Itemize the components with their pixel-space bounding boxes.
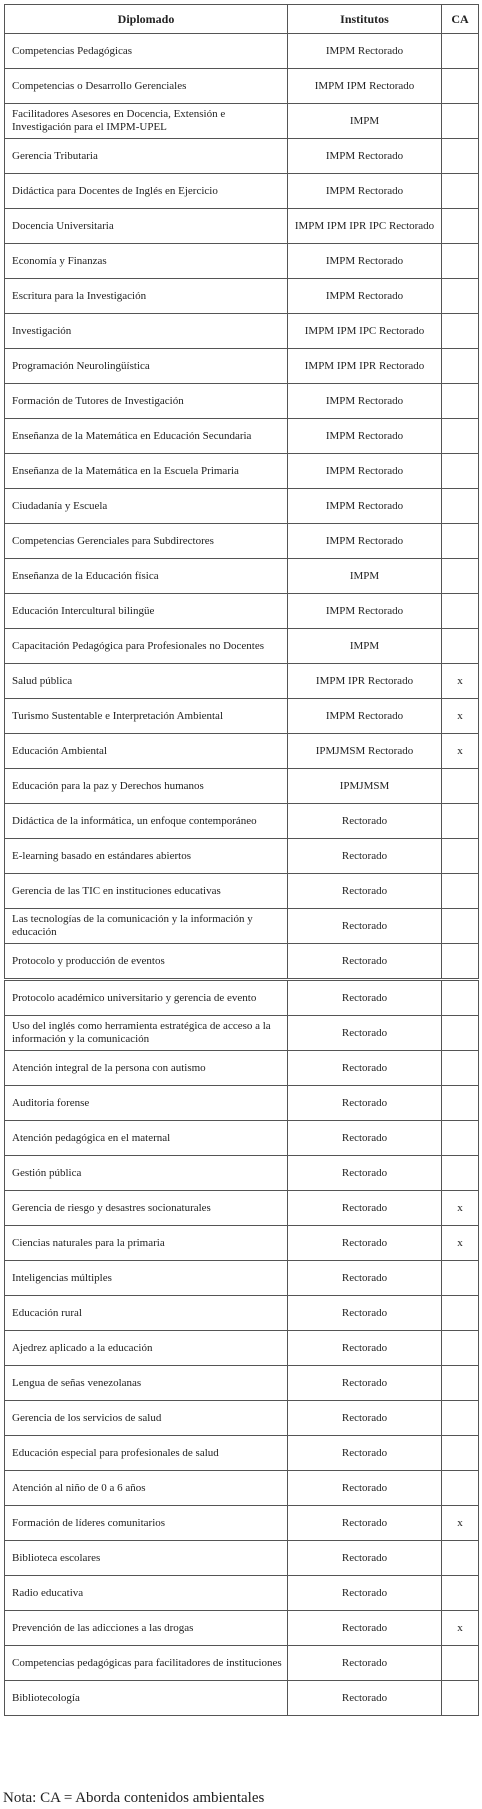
ca-cell: [442, 419, 479, 454]
institutos-cell: Rectorado: [288, 1191, 442, 1226]
institutos-cell: Rectorado: [288, 1611, 442, 1646]
ca-cell: [442, 1366, 479, 1401]
diplomado-cell: Enseñanza de la Matemática en la Escuela Primaria: [5, 454, 288, 489]
ca-cell: x: [442, 1611, 479, 1646]
diplomado-cell: Bibliotecología: [5, 1681, 288, 1716]
diplomado-cell: Capacitación Pedagógica para Profesionales no Docentes: [5, 629, 288, 664]
diplomado-cell: Lengua de señas venezolanas: [5, 1366, 288, 1401]
table-row: [5, 1471, 479, 1506]
institutos-cell: IMPM IPM IPR Rectorado: [288, 349, 442, 384]
table-row: [5, 1401, 479, 1436]
diplomado-cell: Inteligencias múltiples: [5, 1261, 288, 1296]
ca-cell: x: [442, 699, 479, 734]
table-row: [5, 1681, 479, 1716]
institutos-cell: Rectorado: [288, 980, 442, 1016]
institutos-cell: IMPM Rectorado: [288, 139, 442, 174]
table-row: [5, 279, 479, 314]
diplomado-cell: Escritura para la Investigación: [5, 279, 288, 314]
ca-cell: [442, 244, 479, 279]
table-row: [5, 1436, 479, 1471]
ca-cell: [442, 909, 479, 944]
table-row: [5, 1541, 479, 1576]
institutos-cell: Rectorado: [288, 1016, 442, 1051]
table-row: [5, 1226, 479, 1261]
diplomado-cell: Competencias o Desarrollo Gerenciales: [5, 69, 288, 104]
table-row: [5, 769, 479, 804]
ca-cell: [442, 454, 479, 489]
ca-cell: [442, 524, 479, 559]
ca-cell: [442, 980, 479, 1016]
diplomado-cell: Competencias Gerenciales para Subdirectores: [5, 524, 288, 559]
ca-cell: [442, 1016, 479, 1051]
diplomados-table: [4, 4, 479, 1716]
diplomado-cell: E-learning basado en estándares abiertos: [5, 839, 288, 874]
table-row: [5, 909, 479, 944]
ca-cell: [442, 839, 479, 874]
ca-cell: [442, 1086, 479, 1121]
diplomado-cell: Educación rural: [5, 1296, 288, 1331]
diplomado-cell: Formación de líderes comunitarios: [5, 1506, 288, 1541]
institutos-cell: Rectorado: [288, 1051, 442, 1086]
institutos-cell: Rectorado: [288, 874, 442, 909]
diplomado-cell: Turismo Sustentable e Interpretación Ambiental: [5, 699, 288, 734]
table-row: [5, 1646, 479, 1681]
table-row: [5, 1296, 479, 1331]
institutos-cell: Rectorado: [288, 909, 442, 944]
institutos-cell: Rectorado: [288, 1576, 442, 1611]
table-row: [5, 559, 479, 594]
institutos-cell: IMPM: [288, 104, 442, 139]
diplomado-cell: Ajedrez aplicado a la educación: [5, 1331, 288, 1366]
diplomado-cell: Educación Ambiental: [5, 734, 288, 769]
institutos-cell: IMPM Rectorado: [288, 454, 442, 489]
table-row: [5, 839, 479, 874]
diplomado-cell: Docencia Universitaria: [5, 209, 288, 244]
institutos-cell: IMPM IPM IPC Rectorado: [288, 314, 442, 349]
institutos-cell: Rectorado: [288, 1226, 442, 1261]
ca-cell: [442, 1331, 479, 1366]
diplomado-cell: Las tecnologías de la comunicación y la información y educación: [5, 909, 288, 944]
ca-cell: [442, 1681, 479, 1716]
institutos-cell: IMPM: [288, 559, 442, 594]
table-row: [5, 804, 479, 839]
institutos-cell: Rectorado: [288, 1506, 442, 1541]
ca-cell: [442, 69, 479, 104]
ca-cell: [442, 139, 479, 174]
table-row: [5, 980, 479, 1016]
ca-cell: [442, 629, 479, 664]
ca-cell: [442, 1646, 479, 1681]
institutos-cell: IMPM Rectorado: [288, 279, 442, 314]
institutos-cell: IMPM Rectorado: [288, 524, 442, 559]
table-row: [5, 34, 479, 69]
ca-cell: [442, 1156, 479, 1191]
table-row: [5, 629, 479, 664]
diplomado-cell: Gestión pública: [5, 1156, 288, 1191]
institutos-cell: Rectorado: [288, 1261, 442, 1296]
institutos-cell: Rectorado: [288, 944, 442, 980]
table-row: [5, 734, 479, 769]
table-row: [5, 874, 479, 909]
institutos-cell: IMPM IPM IPR IPC Rectorado: [288, 209, 442, 244]
table-row: [5, 1331, 479, 1366]
ca-cell: [442, 314, 479, 349]
diplomado-cell: Gerencia Tributaria: [5, 139, 288, 174]
diplomado-cell: Prevención de las adicciones a las drogas: [5, 1611, 288, 1646]
diplomado-cell: Atención al niño de 0 a 6 años: [5, 1471, 288, 1506]
ca-cell: [442, 384, 479, 419]
institutos-cell: Rectorado: [288, 1436, 442, 1471]
diplomado-cell: Facilitadores Asesores en Docencia, Extensión e Investigación para el IMPM-UPEL: [5, 104, 288, 139]
diplomado-cell: Investigación: [5, 314, 288, 349]
table-row: [5, 1576, 479, 1611]
table-row: [5, 104, 479, 139]
table-row: [5, 384, 479, 419]
ca-cell: [442, 1471, 479, 1506]
ca-cell: [442, 874, 479, 909]
institutos-cell: IMPM Rectorado: [288, 594, 442, 629]
ca-cell: [442, 944, 479, 980]
ca-cell: [442, 1436, 479, 1471]
diplomado-cell: Educación Intercultural bilingüe: [5, 594, 288, 629]
diplomado-cell: Educación para la paz y Derechos humanos: [5, 769, 288, 804]
institutos-cell: Rectorado: [288, 1401, 442, 1436]
institutos-cell: IMPM Rectorado: [288, 244, 442, 279]
table-row: [5, 1086, 479, 1121]
diplomado-cell: Enseñanza de la Educación física: [5, 559, 288, 594]
table-row: [5, 1611, 479, 1646]
header-ca: CA: [442, 5, 479, 34]
institutos-cell: IMPM IPR Rectorado: [288, 664, 442, 699]
table-row: [5, 524, 479, 559]
ca-cell: [442, 1541, 479, 1576]
table-row: [5, 664, 479, 699]
ca-cell: [442, 1121, 479, 1156]
institutos-cell: Rectorado: [288, 1541, 442, 1576]
institutos-cell: IMPM IPM Rectorado: [288, 69, 442, 104]
diplomado-cell: Economía y Finanzas: [5, 244, 288, 279]
ca-cell: [442, 804, 479, 839]
ca-cell: [442, 279, 479, 314]
header-diplomado: Diplomado: [5, 5, 288, 34]
table-row: [5, 1261, 479, 1296]
diplomado-cell: Enseñanza de la Matemática en Educación Secundaria: [5, 419, 288, 454]
institutos-cell: Rectorado: [288, 1366, 442, 1401]
institutos-cell: IMPM Rectorado: [288, 489, 442, 524]
table-row: [5, 174, 479, 209]
table-row: [5, 454, 479, 489]
diplomado-cell: Educación especial para profesionales de salud: [5, 1436, 288, 1471]
ca-cell: [442, 1261, 479, 1296]
institutos-cell: IMPM Rectorado: [288, 419, 442, 454]
table-row: [5, 349, 479, 384]
table-row: [5, 1506, 479, 1541]
diplomado-cell: Salud pública: [5, 664, 288, 699]
diplomado-cell: Gerencia de las TIC en instituciones educativas: [5, 874, 288, 909]
institutos-cell: IMPM Rectorado: [288, 384, 442, 419]
table-row: [5, 699, 479, 734]
institutos-cell: Rectorado: [288, 1681, 442, 1716]
ca-cell: [442, 349, 479, 384]
diplomado-cell: Atención integral de la persona con autismo: [5, 1051, 288, 1086]
institutos-cell: Rectorado: [288, 1331, 442, 1366]
institutos-cell: IPMJMSM Rectorado: [288, 734, 442, 769]
diplomado-cell: Gerencia de riesgo y desastres socionaturales: [5, 1191, 288, 1226]
institutos-cell: Rectorado: [288, 1646, 442, 1681]
diplomado-cell: Competencias pedagógicas para facilitadores de instituciones: [5, 1646, 288, 1681]
institutos-cell: IMPM Rectorado: [288, 699, 442, 734]
diplomado-cell: Biblioteca escolares: [5, 1541, 288, 1576]
table-row: [5, 944, 479, 980]
ca-cell: [442, 104, 479, 139]
table-row: [5, 314, 479, 349]
institutos-cell: IMPM Rectorado: [288, 174, 442, 209]
table-row: [5, 594, 479, 629]
ca-cell: x: [442, 1191, 479, 1226]
ca-cell: [442, 209, 479, 244]
table-row: [5, 1016, 479, 1051]
ca-cell: [442, 769, 479, 804]
table-row: [5, 489, 479, 524]
ca-cell: [442, 1401, 479, 1436]
diplomado-cell: Uso del inglés como herramienta estratégica de acceso a la información y la comunicación: [5, 1016, 288, 1051]
table-row: [5, 69, 479, 104]
table-row: [5, 1366, 479, 1401]
ca-cell: x: [442, 1226, 479, 1261]
institutos-cell: Rectorado: [288, 839, 442, 874]
ca-cell: [442, 1051, 479, 1086]
table-note: Nota: CA = Aborda contenidos ambientales: [3, 1790, 265, 1806]
diplomado-cell: Gerencia de los servicios de salud: [5, 1401, 288, 1436]
diplomado-cell: Competencias Pedagógicas: [5, 34, 288, 69]
diplomado-cell: Ciencias naturales para la primaria: [5, 1226, 288, 1261]
table-row: [5, 244, 479, 279]
ca-cell: [442, 1576, 479, 1611]
institutos-cell: Rectorado: [288, 1156, 442, 1191]
institutos-cell: IMPM: [288, 629, 442, 664]
institutos-cell: IMPM Rectorado: [288, 34, 442, 69]
table-row: [5, 1121, 479, 1156]
diplomado-cell: Programación Neurolingüística: [5, 349, 288, 384]
diplomado-cell: Protocolo académico universitario y gerencia de evento: [5, 980, 288, 1016]
header-institutos: Institutos: [288, 5, 442, 34]
table-row: [5, 1191, 479, 1226]
diplomado-cell: Auditoria forense: [5, 1086, 288, 1121]
ca-cell: [442, 489, 479, 524]
table-row: [5, 419, 479, 454]
ca-cell: [442, 559, 479, 594]
table-row: [5, 139, 479, 174]
institutos-cell: Rectorado: [288, 804, 442, 839]
ca-cell: [442, 1296, 479, 1331]
ca-cell: [442, 34, 479, 69]
diplomado-cell: Formación de Tutores de Investigación: [5, 384, 288, 419]
header-row: [5, 5, 479, 34]
diplomado-cell: Protocolo y producción de eventos: [5, 944, 288, 980]
table-row: [5, 1051, 479, 1086]
ca-cell: [442, 174, 479, 209]
table-row: [5, 1156, 479, 1191]
institutos-cell: Rectorado: [288, 1121, 442, 1156]
ca-cell: x: [442, 1506, 479, 1541]
ca-cell: x: [442, 734, 479, 769]
diplomado-cell: Didáctica para Docentes de Inglés en Ejercicio: [5, 174, 288, 209]
institutos-cell: Rectorado: [288, 1471, 442, 1506]
table-row: [5, 209, 479, 244]
institutos-cell: Rectorado: [288, 1086, 442, 1121]
table-body: [5, 34, 479, 1716]
institutos-cell: IPMJMSM: [288, 769, 442, 804]
diplomado-cell: Atención pedagógica en el maternal: [5, 1121, 288, 1156]
institutos-cell: Rectorado: [288, 1296, 442, 1331]
ca-cell: [442, 594, 479, 629]
ca-cell: x: [442, 664, 479, 699]
diplomado-cell: Ciudadanía y Escuela: [5, 489, 288, 524]
diplomado-cell: Didáctica de la informática, un enfoque contemporáneo: [5, 804, 288, 839]
diplomado-cell: Radio educativa: [5, 1576, 288, 1611]
